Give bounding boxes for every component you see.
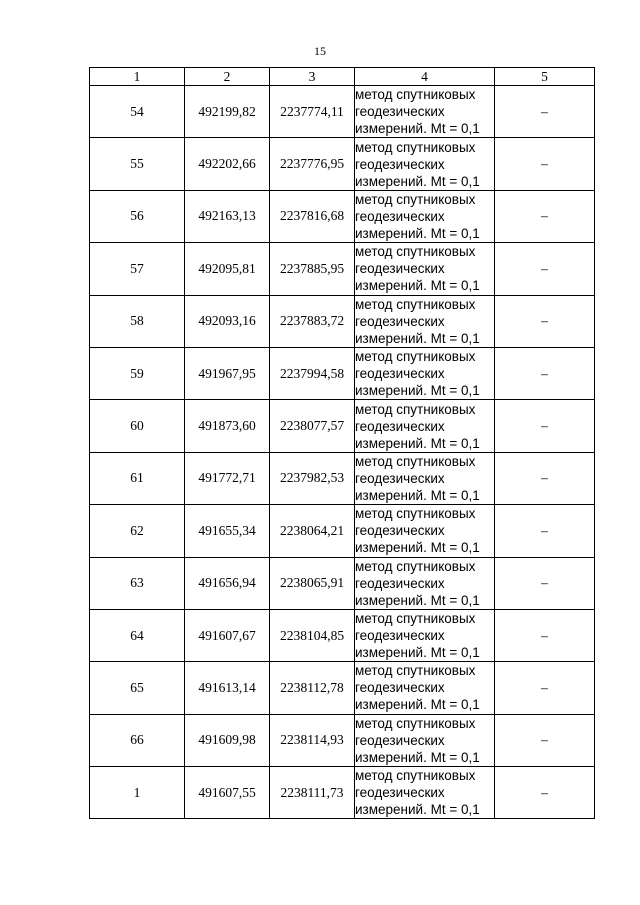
x-coordinate-cell: 492095,81 (185, 243, 270, 295)
method-line: геодезических (355, 156, 445, 172)
notes-cell: – (495, 767, 595, 819)
x-coordinate-cell: 491609,98 (185, 714, 270, 766)
method-line: геодезических (355, 470, 445, 486)
table-header-row (90, 68, 595, 86)
x-coordinate-cell: 492202,66 (185, 138, 270, 190)
method-line: измерений. Mt = 0,1 (355, 173, 480, 189)
point-number-cell: 56 (90, 190, 185, 242)
notes-cell: – (495, 609, 595, 661)
method-line: метод спутниковых (355, 191, 476, 207)
table-row (90, 347, 595, 399)
y-coordinate-cell: 2238065,91 (270, 557, 355, 609)
notes-cell: – (495, 138, 595, 190)
method-line: геодезических (355, 732, 445, 748)
method-line: измерений. Mt = 0,1 (355, 749, 480, 765)
point-number-cell: 65 (90, 662, 185, 714)
column-header-y: 3 (270, 68, 355, 86)
method-line: геодезических (355, 628, 445, 644)
notes-cell: – (495, 662, 595, 714)
column-header-method: 4 (355, 68, 495, 86)
table-row (90, 714, 595, 766)
method-line: метод спутниковых (355, 401, 476, 417)
coordinates-table (89, 67, 595, 819)
method-cell (355, 86, 495, 138)
method-line: геодезических (355, 785, 445, 801)
y-coordinate-cell: 2237816,68 (270, 190, 355, 242)
x-coordinate-cell: 491873,60 (185, 400, 270, 452)
column-header-notes: 5 (495, 68, 595, 86)
method-cell (355, 609, 495, 661)
point-number-cell: 1 (90, 767, 185, 819)
point-number-cell: 64 (90, 609, 185, 661)
notes-cell: – (495, 295, 595, 347)
method-line: измерений. Mt = 0,1 (355, 540, 480, 556)
method-line: метод спутниковых (355, 349, 476, 365)
method-line: метод спутниковых (355, 506, 476, 522)
table-body (90, 86, 595, 819)
method-line: метод спутниковых (355, 768, 476, 784)
method-line: измерений. Mt = 0,1 (355, 645, 480, 661)
table-row (90, 557, 595, 609)
notes-cell: – (495, 347, 595, 399)
y-coordinate-cell: 2238114,93 (270, 714, 355, 766)
method-cell (355, 714, 495, 766)
y-coordinate-cell: 2238112,78 (270, 662, 355, 714)
method-line: геодезических (355, 104, 445, 120)
point-number-cell: 58 (90, 295, 185, 347)
method-line: геодезических (355, 366, 445, 382)
y-coordinate-cell: 2237883,72 (270, 295, 355, 347)
x-coordinate-cell: 491655,34 (185, 505, 270, 557)
table-row (90, 662, 595, 714)
x-coordinate-cell: 491613,14 (185, 662, 270, 714)
method-cell (355, 400, 495, 452)
method-line: метод спутниковых (355, 453, 476, 469)
method-line: измерений. Mt = 0,1 (355, 383, 480, 399)
notes-cell: – (495, 243, 595, 295)
method-line: измерений. Mt = 0,1 (355, 802, 480, 818)
y-coordinate-cell: 2238064,21 (270, 505, 355, 557)
y-coordinate-cell: 2237885,95 (270, 243, 355, 295)
y-coordinate-cell: 2237982,53 (270, 452, 355, 504)
method-line: геодезических (355, 523, 445, 539)
notes-cell: – (495, 190, 595, 242)
point-number-cell: 66 (90, 714, 185, 766)
table-row (90, 86, 595, 138)
x-coordinate-cell: 491967,95 (185, 347, 270, 399)
table-row (90, 400, 595, 452)
method-line: измерений. Mt = 0,1 (355, 278, 480, 294)
method-line: измерений. Mt = 0,1 (355, 330, 480, 346)
table-row (90, 452, 595, 504)
point-number-cell: 59 (90, 347, 185, 399)
method-line: геодезических (355, 208, 445, 224)
method-line: измерений. Mt = 0,1 (355, 121, 480, 137)
y-coordinate-cell: 2237776,95 (270, 138, 355, 190)
table-row (90, 190, 595, 242)
point-number-cell: 57 (90, 243, 185, 295)
column-header-x: 2 (185, 68, 270, 86)
method-cell (355, 557, 495, 609)
point-number-cell: 60 (90, 400, 185, 452)
method-line: метод спутниковых (355, 87, 476, 103)
notes-cell: – (495, 557, 595, 609)
table-row (90, 138, 595, 190)
method-line: метод спутниковых (355, 611, 476, 627)
column-header-point-number: 1 (90, 68, 185, 86)
x-coordinate-cell: 492199,82 (185, 86, 270, 138)
method-line: измерений. Mt = 0,1 (355, 225, 480, 241)
notes-cell: – (495, 86, 595, 138)
table-row (90, 295, 595, 347)
x-coordinate-cell: 491656,94 (185, 557, 270, 609)
point-number-cell: 61 (90, 452, 185, 504)
method-line: измерений. Mt = 0,1 (355, 697, 480, 713)
notes-cell: – (495, 400, 595, 452)
method-cell (355, 243, 495, 295)
y-coordinate-cell: 2238104,85 (270, 609, 355, 661)
x-coordinate-cell: 492163,13 (185, 190, 270, 242)
method-cell (355, 767, 495, 819)
table-row (90, 609, 595, 661)
method-cell (355, 662, 495, 714)
method-cell (355, 295, 495, 347)
method-cell (355, 138, 495, 190)
method-line: измерений. Mt = 0,1 (355, 435, 480, 451)
point-number-cell: 63 (90, 557, 185, 609)
table-row (90, 767, 595, 819)
x-coordinate-cell: 491607,55 (185, 767, 270, 819)
page-number: 15 (314, 44, 326, 58)
method-line: геодезических (355, 418, 445, 434)
notes-cell: – (495, 505, 595, 557)
table-row (90, 505, 595, 557)
table-row (90, 243, 595, 295)
y-coordinate-cell: 2238111,73 (270, 767, 355, 819)
notes-cell: – (495, 452, 595, 504)
point-number-cell: 55 (90, 138, 185, 190)
method-cell (355, 190, 495, 242)
method-line: метод спутниковых (355, 139, 476, 155)
point-number-cell: 54 (90, 86, 185, 138)
method-line: геодезических (355, 680, 445, 696)
method-line: геодезических (355, 261, 445, 277)
method-line: геодезических (355, 313, 445, 329)
x-coordinate-cell: 492093,16 (185, 295, 270, 347)
method-cell (355, 452, 495, 504)
x-coordinate-cell: 491772,71 (185, 452, 270, 504)
method-line: метод спутниковых (355, 558, 476, 574)
method-line: метод спутниковых (355, 715, 476, 731)
method-line: измерений. Mt = 0,1 (355, 487, 480, 503)
method-line: метод спутниковых (355, 296, 476, 312)
point-number-cell: 62 (90, 505, 185, 557)
y-coordinate-cell: 2237994,58 (270, 347, 355, 399)
x-coordinate-cell: 491607,67 (185, 609, 270, 661)
method-line: геодезических (355, 575, 445, 591)
method-cell (355, 505, 495, 557)
method-line: измерений. Mt = 0,1 (355, 592, 480, 608)
method-line: метод спутниковых (355, 244, 476, 260)
notes-cell: – (495, 714, 595, 766)
y-coordinate-cell: 2237774,11 (270, 86, 355, 138)
method-cell (355, 347, 495, 399)
y-coordinate-cell: 2238077,57 (270, 400, 355, 452)
method-line: метод спутниковых (355, 663, 476, 679)
